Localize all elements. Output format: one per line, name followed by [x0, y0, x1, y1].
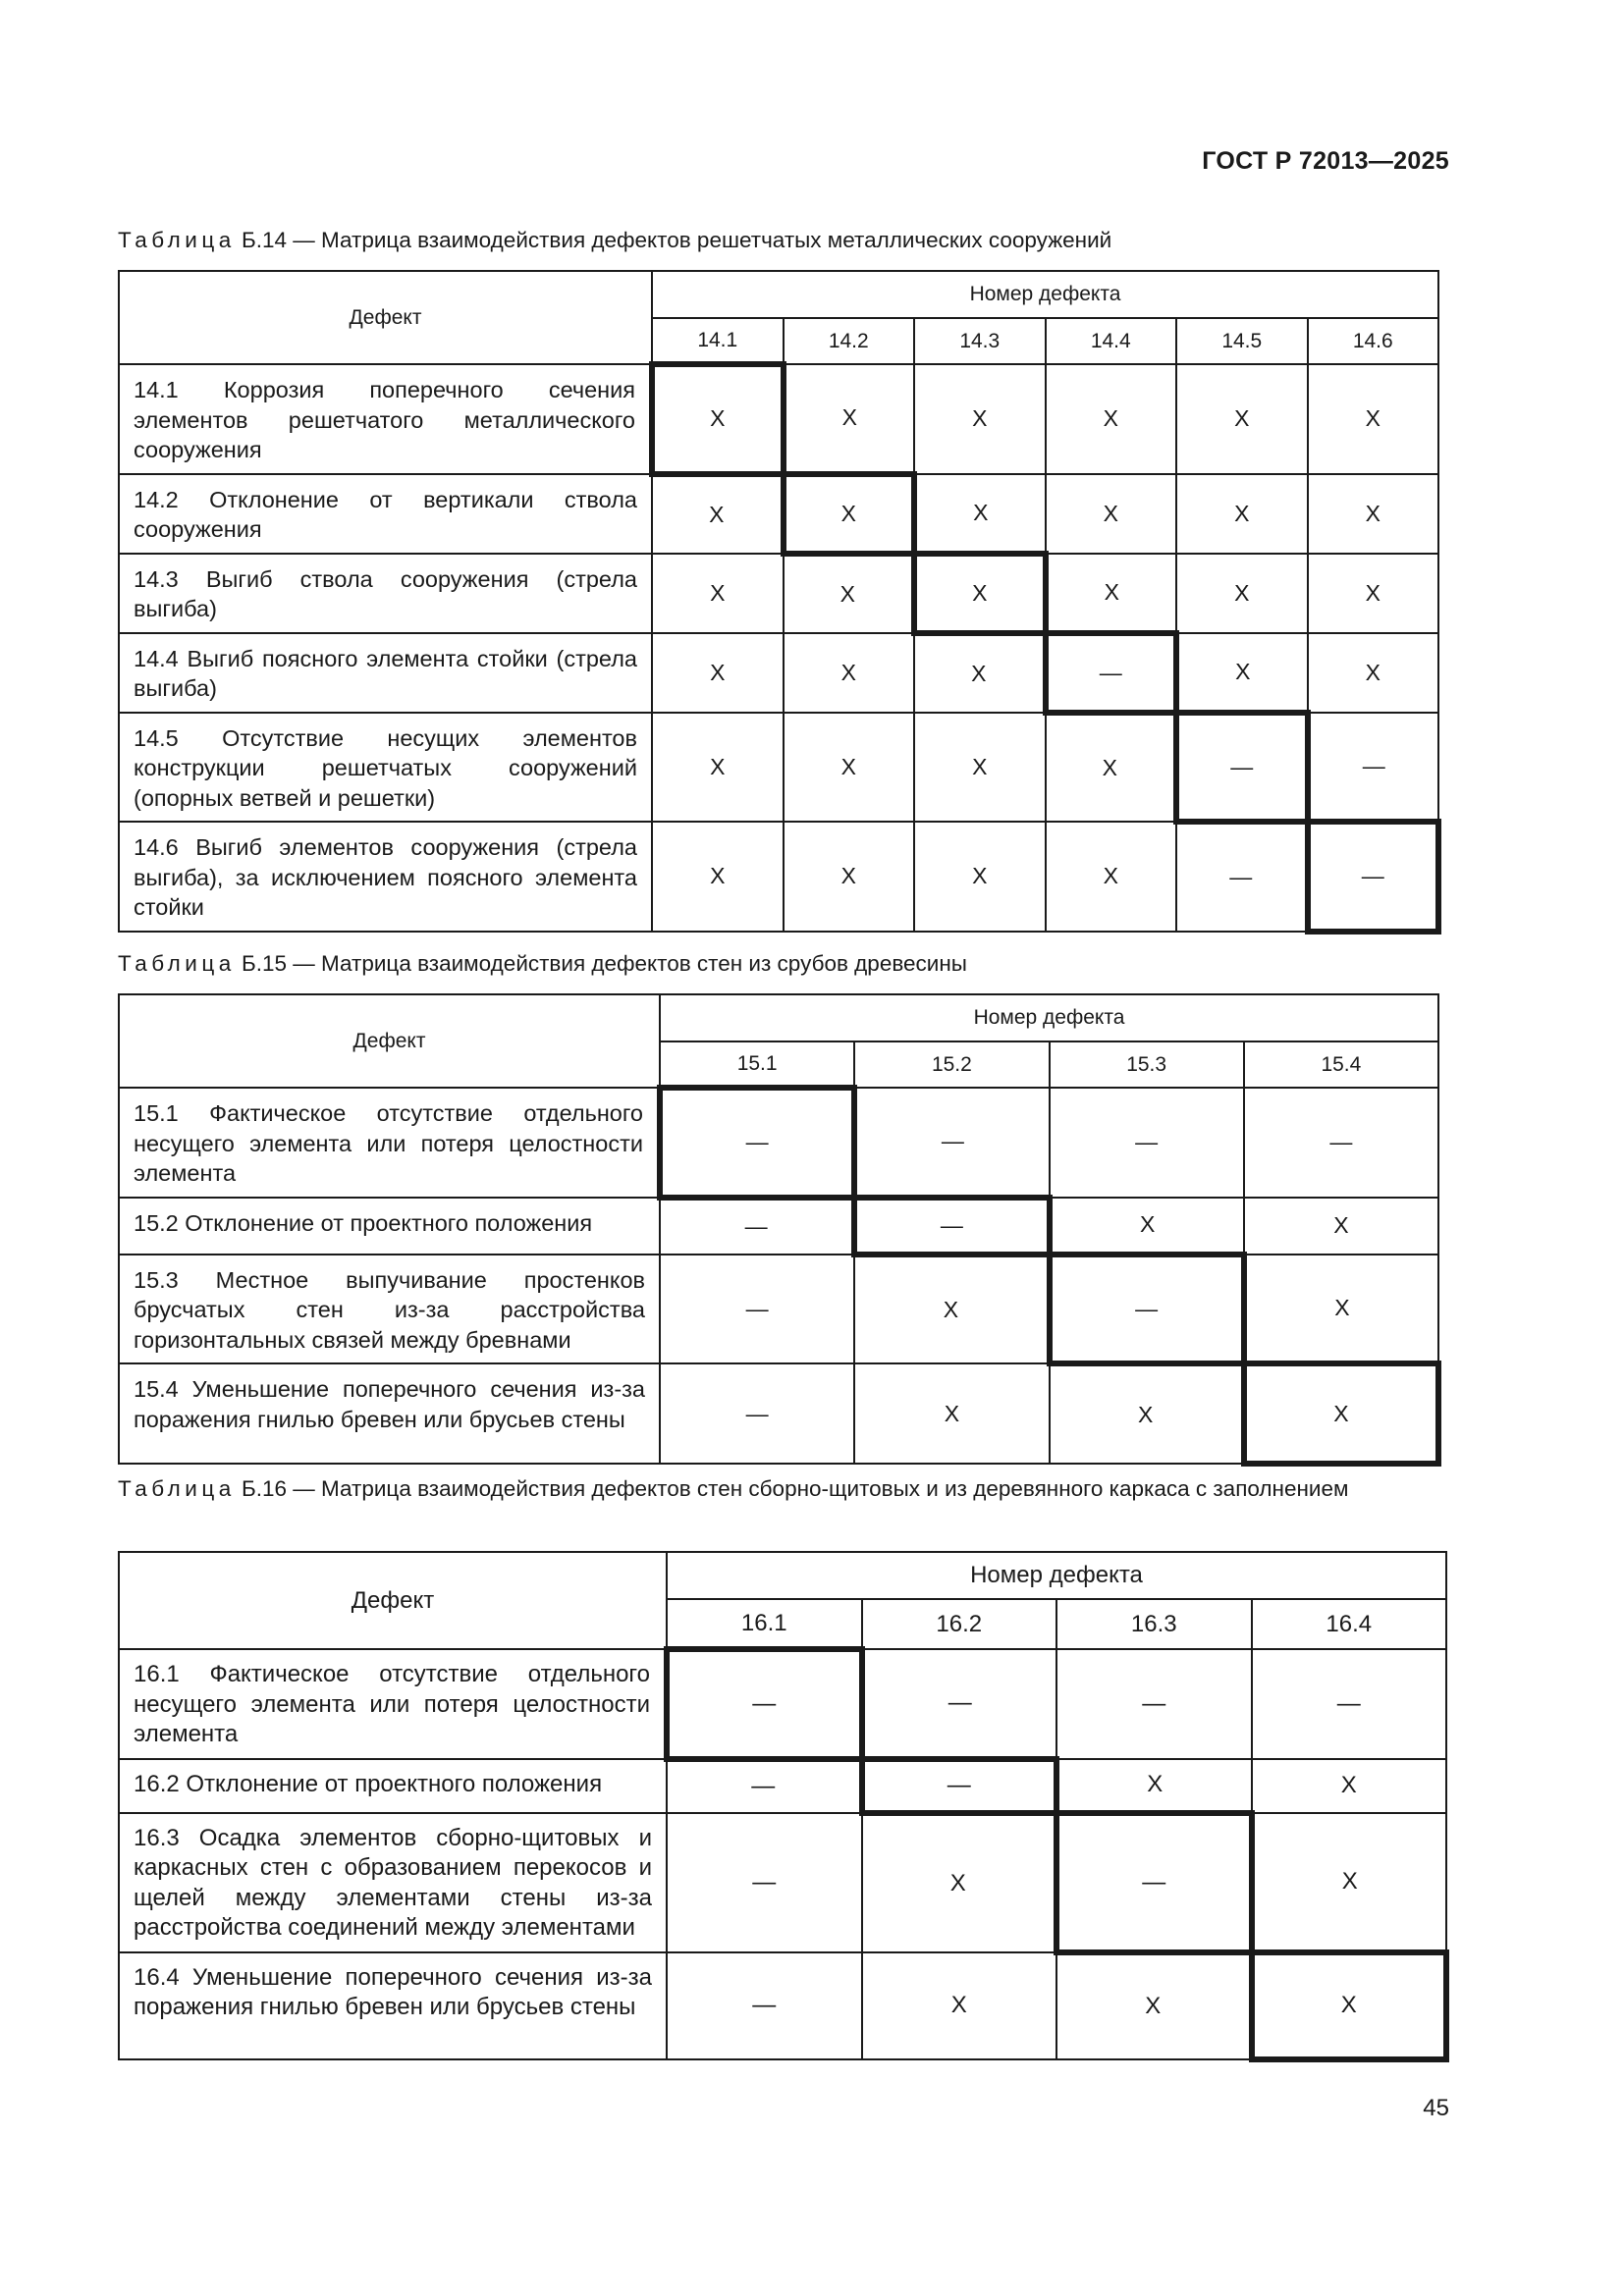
interaction-cell: X — [1056, 1952, 1252, 2059]
interaction-cell: X — [1046, 474, 1177, 554]
interaction-cell: — — [667, 1759, 862, 1813]
interaction-cell: — — [667, 1813, 862, 1952]
interaction-cell: — — [1176, 822, 1308, 932]
interaction-cell: X — [1176, 474, 1308, 554]
defect-column-header: Дефект — [119, 1552, 667, 1649]
interaction-cell: X — [914, 474, 1046, 554]
interaction-cell: X — [1176, 364, 1308, 474]
table-row — [119, 1813, 1446, 1952]
diagonal-cell: — — [1176, 713, 1308, 823]
column-number: 14.3 — [914, 318, 1046, 364]
interaction-cell: X — [1046, 554, 1177, 633]
interaction-cell: — — [862, 1649, 1057, 1759]
column-number: 16.2 — [862, 1599, 1057, 1649]
table-row — [119, 1088, 1438, 1198]
defect-matrix-table-b15 — [118, 993, 1441, 1467]
defect-label: 16.3 Осадка элементов сборно-щитовых и каркасных стен с образованием перекосов и щелей между элементами стены из-за расстройства соединений между элементами — [119, 1813, 667, 1952]
interaction-cell: X — [1244, 1255, 1438, 1364]
column-number: 14.6 — [1308, 318, 1439, 364]
interaction-cell: X — [1252, 1813, 1447, 1952]
interaction-cell: — — [660, 1255, 854, 1364]
interaction-cell: X — [914, 633, 1046, 713]
interaction-cell: X — [1050, 1363, 1244, 1464]
caption-text: Б.14 — Матрица взаимодействия дефектов решетчатых металлических сооружений — [235, 228, 1112, 252]
column-number: 16.3 — [1056, 1599, 1252, 1649]
diagonal-cell: — — [854, 1198, 1049, 1255]
interaction-cell: X — [652, 713, 784, 823]
interaction-cell: X — [1046, 713, 1177, 823]
defect-number-header: Номер дефекта — [652, 271, 1438, 318]
column-number: 14.4 — [1046, 318, 1177, 364]
diagonal-cell: — — [660, 1088, 854, 1198]
defect-column-header: Дефект — [119, 271, 652, 364]
defect-label: 15.1 Фактическое отсутствие отдельного несущего элемента или потеря целостности элемента — [119, 1088, 660, 1198]
header-row — [119, 1552, 1446, 1599]
table-row — [119, 822, 1438, 932]
header-row — [119, 994, 1438, 1041]
interaction-cell: X — [854, 1255, 1049, 1364]
table-row — [119, 1649, 1446, 1759]
interaction-cell: X — [914, 713, 1046, 823]
interaction-cell: X — [784, 364, 915, 474]
interaction-cell: X — [652, 474, 784, 554]
table-row — [119, 1759, 1446, 1813]
column-number: 14.5 — [1176, 318, 1308, 364]
caption-label: Таблица — [118, 228, 236, 252]
interaction-cell: — — [1244, 1088, 1438, 1198]
interaction-cell: — — [1056, 1649, 1252, 1759]
interaction-cell: — — [1252, 1649, 1447, 1759]
interaction-cell: — — [1050, 1088, 1244, 1198]
interaction-cell: X — [1050, 1198, 1244, 1255]
diagonal-cell: X — [652, 364, 784, 474]
table-row — [119, 554, 1438, 633]
interaction-cell: X — [784, 713, 915, 823]
interaction-cell: X — [1244, 1198, 1438, 1255]
column-number: 16.1 — [667, 1599, 862, 1649]
interaction-cell: X — [1046, 822, 1177, 932]
table-caption-b15 — [118, 949, 967, 979]
interaction-cell: — — [660, 1198, 854, 1255]
table-row — [119, 1198, 1438, 1255]
interaction-cell: — — [1308, 713, 1439, 823]
defect-label: 14.2 Отклонение от вертикали ствола сооружения — [119, 474, 652, 554]
defect-column-header: Дефект — [119, 994, 660, 1088]
defect-label: 14.3 Выгиб ствола сооружения (стрела выгиба) — [119, 554, 652, 633]
table-row — [119, 1255, 1438, 1364]
caption-text: Б.16 — Матрица взаимодействия дефектов стен сборно-щитовых и из деревянного каркаса с заполнением — [235, 1476, 1349, 1501]
interaction-cell: X — [1046, 364, 1177, 474]
interaction-cell: — — [667, 1952, 862, 2059]
table-row — [119, 1363, 1438, 1464]
column-number: 16.4 — [1252, 1599, 1447, 1649]
interaction-cell: X — [652, 554, 784, 633]
interaction-cell: X — [784, 633, 915, 713]
diagonal-cell: X — [1252, 1952, 1447, 2059]
interaction-cell: X — [1308, 364, 1439, 474]
page-number: 45 — [1423, 2095, 1449, 2121]
caption-label: Таблица — [118, 951, 236, 976]
defect-label: 14.5 Отсутствие несущих элементов конструкции решетчатых сооружений (опорных ветвей и решетки) — [119, 713, 652, 823]
interaction-cell: X — [1176, 633, 1308, 713]
column-number: 15.1 — [660, 1041, 854, 1088]
interaction-cell: X — [1308, 474, 1439, 554]
caption-text: Б.15 — Матрица взаимодействия дефектов стен из срубов древесины — [235, 951, 967, 976]
interaction-cell: X — [854, 1363, 1049, 1464]
diagonal-cell: — — [1046, 633, 1177, 713]
defect-matrix-table-b14 — [118, 270, 1441, 934]
column-number: 15.2 — [854, 1041, 1049, 1088]
diagonal-cell: X — [784, 474, 915, 554]
interaction-cell: X — [652, 633, 784, 713]
defect-number-header: Номер дефекта — [660, 994, 1438, 1041]
diagonal-cell: X — [1244, 1363, 1438, 1464]
interaction-cell: X — [1308, 554, 1439, 633]
diagonal-cell: — — [667, 1649, 862, 1759]
interaction-cell: X — [784, 554, 915, 633]
interaction-cell: X — [1308, 633, 1439, 713]
diagonal-cell: — — [1308, 822, 1439, 932]
table-row — [119, 1952, 1446, 2059]
defect-label: 14.6 Выгиб элементов сооружения (стрела выгиба), за исключением поясного элемента стойки — [119, 822, 652, 932]
diagonal-cell: — — [1056, 1813, 1252, 1952]
interaction-cell: X — [862, 1952, 1057, 2059]
caption-label: Таблица — [118, 1476, 236, 1501]
defect-matrix-table-b16 — [118, 1551, 1449, 2062]
diagonal-cell: X — [914, 554, 1046, 633]
diagonal-cell: — — [862, 1759, 1057, 1813]
defect-label: 15.4 Уменьшение поперечного сечения из-за поражения гнилью бревен или брусьев стены — [119, 1363, 660, 1464]
interaction-cell: X — [914, 364, 1046, 474]
interaction-cell: X — [652, 822, 784, 932]
header-row — [119, 271, 1438, 318]
interaction-cell: X — [914, 822, 1046, 932]
interaction-cell: — — [660, 1363, 854, 1464]
defect-label: 14.1 Коррозия поперечного сечения элементов решетчатого металлического сооружения — [119, 364, 652, 474]
defect-label: 15.2 Отклонение от проектного положения — [119, 1198, 660, 1255]
interaction-cell: X — [1056, 1759, 1252, 1813]
table-caption-b16 — [118, 1474, 1443, 1504]
interaction-cell: — — [854, 1088, 1049, 1198]
diagonal-cell: — — [1050, 1255, 1244, 1364]
defect-label: 16.4 Уменьшение поперечного сечения из-за поражения гнилью бревен или брусьев стены — [119, 1952, 667, 2059]
defect-label: 15.3 Местное выпучивание простенков брусчатых стен из-за расстройства горизонтальных связей между бревнами — [119, 1255, 660, 1364]
interaction-cell: X — [862, 1813, 1057, 1952]
table-caption-b14 — [118, 226, 1111, 255]
defect-number-header: Номер дефекта — [667, 1552, 1446, 1599]
column-number: 14.2 — [784, 318, 915, 364]
defect-label: 16.2 Отклонение от проектного положения — [119, 1759, 667, 1813]
document-code: ГОСТ Р 72013—2025 — [1202, 147, 1449, 175]
column-number: 15.3 — [1050, 1041, 1244, 1088]
table-row — [119, 633, 1438, 713]
interaction-cell: X — [784, 822, 915, 932]
table-row — [119, 364, 1438, 474]
table-row — [119, 713, 1438, 823]
column-number: 14.1 — [652, 318, 784, 364]
interaction-cell: X — [1176, 554, 1308, 633]
column-number: 15.4 — [1244, 1041, 1438, 1088]
interaction-cell: X — [1252, 1759, 1447, 1813]
defect-label: 14.4 Выгиб поясного элемента стойки (стрела выгиба) — [119, 633, 652, 713]
table-row — [119, 474, 1438, 554]
defect-label: 16.1 Фактическое отсутствие отдельного несущего элемента или потеря целостности элемента — [119, 1649, 667, 1759]
